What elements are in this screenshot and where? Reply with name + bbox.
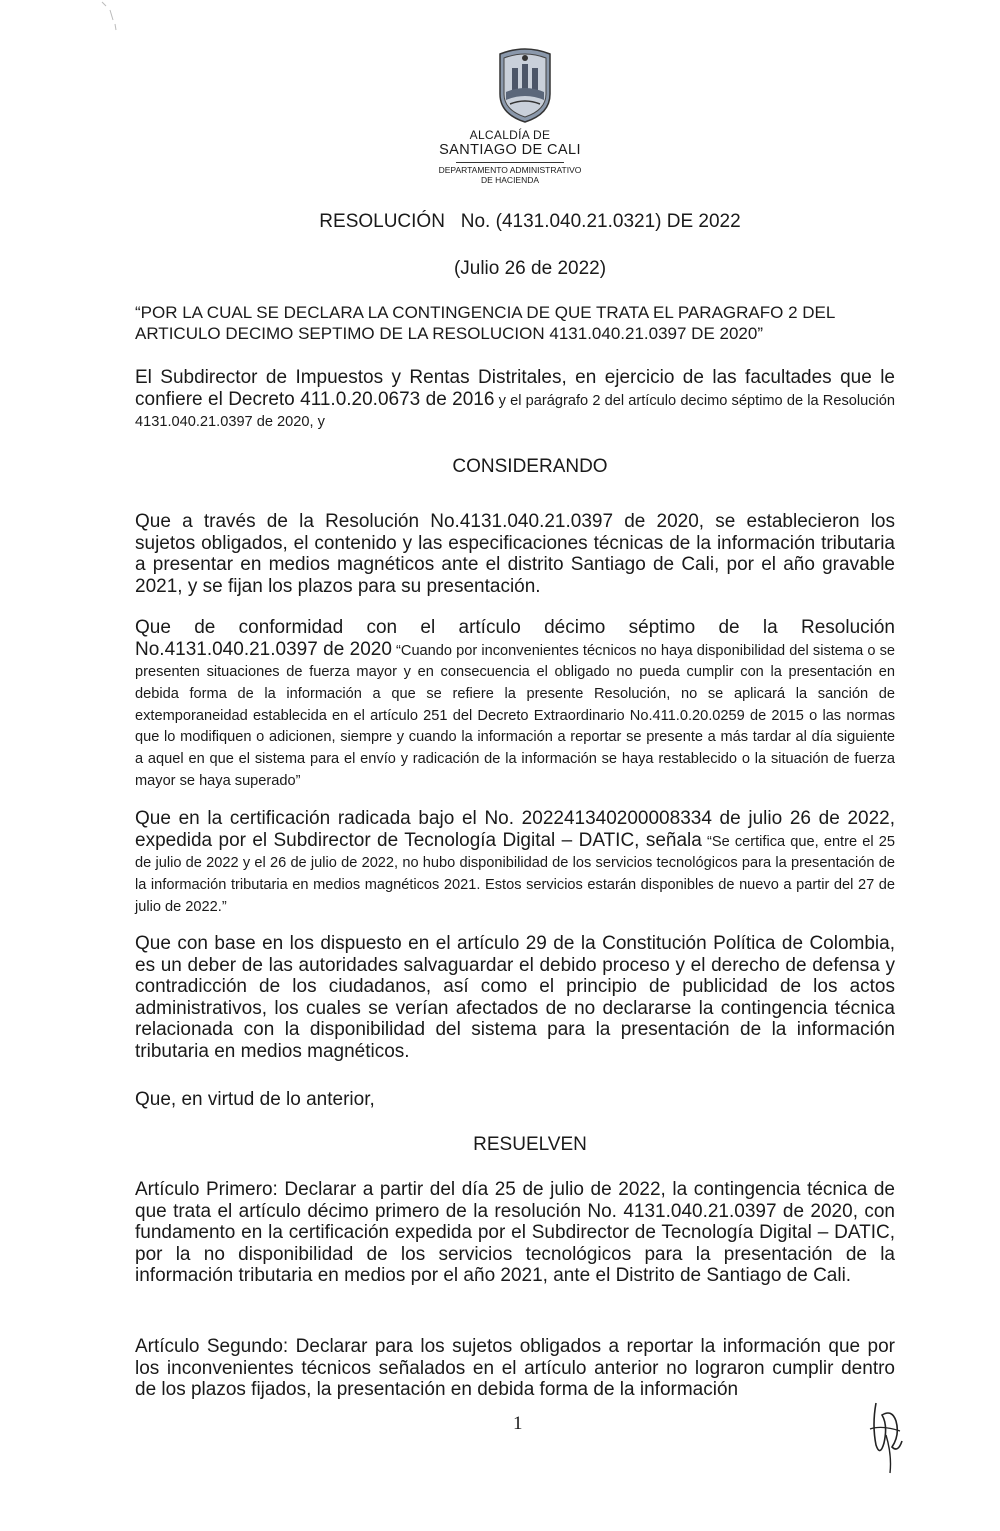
considerando-paragraph-4: Que con base en los dispuesto en el artículo 29 de la Constitución Política de Colombia, es un deber de las autoridades salvaguardar el debido proceso y el derecho de defensa y contradicción de los ciudadanos, así como el principio de publicidad de los actos administrativos, los cuales se verían afectados de no declararse la contingencia técnica relacionada con la disponibilidad del sistema para la presentación de la información tributaria en medios magnéticos. bbox=[135, 933, 895, 1062]
intro-paragraph bbox=[135, 367, 895, 432]
considerando-paragraph-1: Que a través de la Resolución No.4131.040.21.0397 de 2020, se establecieron los sujetos obligados, el contenido y las especificaciones técnicas de la información tributaria a presentar en medios magnéticos ante el distrito Santiago de Cali, por el año gravable 2021, y se fijan los plazos para su presentación. bbox=[135, 511, 895, 597]
cali-coat-of-arms-icon bbox=[494, 44, 556, 124]
header-line-department: DEPARTAMENTO ADMINISTRATIVO bbox=[438, 165, 582, 175]
article-second: Artículo Segundo: Declarar para los sujetos obligados a reportar la información que por los inconvenientes técnicos señalados en el artículo anterior no lograron cumplir dentro de los plazos fijados, la presentación en debida forma de la información bbox=[135, 1336, 895, 1400]
considerando-heading: CONSIDERANDO bbox=[452, 456, 608, 477]
resolution-title: “POR LA CUAL SE DECLARA LA CONTINGENCIA DE QUE TRATA EL PARAGRAFO 2 DEL ARTICULO DECIMO SEPTIMO DE LA RESOLUCION 4131.040.21.0397 DE 2020” bbox=[135, 303, 835, 343]
article-first: Artículo Primero: Declarar a partir del día 25 de julio de 2022, la contingencia técnica de que trata el artículo décimo primero de la resolución No. 4131.040.21.0397 de 2020, con fundamento en la certificación expedida por el Subdirector de Tecnología Digital – DATIC, por la no disponibilidad de los servicios tecnológicos para la presentación de la información tributaria en medios por el año 2021, ante el Distrito de Santiago de Cali. bbox=[135, 1179, 895, 1286]
header-line-hacienda: DE HACIENDA bbox=[480, 175, 540, 185]
considerando-paragraph-2 bbox=[135, 617, 895, 790]
header-line-city: SANTIAGO DE CALI bbox=[439, 142, 581, 158]
resuelven-heading: RESUELVEN bbox=[473, 1134, 587, 1155]
paragraph-2-quote: “Cuando por inconvenientes técnicos no haya disponibilidad del sistema o se presenten situaciones de fuerza mayor y en consecuencia el obligado no pueda cumplir con la presentación en debida forma de la información a que se refiere la presente Resolución, no se aplicará la sanción de extemporaneidad establecida en el artículo 251 del Decreto Extraordinario No.411.0.20.0259 de 2015 o las normas que lo modifiquen o adicionen, siempre y cuando la información a reportar se presente a más tardar al día siguiente a aquel en que el sistema para el envío y radicación de la información se haya restablecido o la situación de fuerza mayor se haya superado” bbox=[135, 642, 895, 789]
paragraph-2-text: Que de conformidad con el artículo décimo séptimo de la Resolución No.4131.040.21.0397 de 2020 bbox=[135, 617, 895, 660]
scan-mark bbox=[80, 0, 140, 40]
intro-text-small: y el parágrafo 2 del artículo decimo séptimo de la Resolución 4131.040.21.0397 de 2020, y bbox=[135, 392, 895, 431]
page-number: 1 bbox=[513, 1413, 523, 1434]
header-line-alcaldia: ALCALDÍA DE bbox=[469, 128, 551, 142]
resolution-number: RESOLUCIÓN No. (4131.040.21.0321) DE 2022 bbox=[319, 211, 741, 232]
paragraph-3-quote: “Se certifica que, entre el 25 de julio de 2022 y el 26 de julio de 2022, no hubo disponibilidad de los servicios tecnológicos para la presentación de la información tributaria en medios magnéticos 2021. Estos servicios estarán disponibles de nuevo a partir del 27 de julio de 2022.” bbox=[135, 833, 895, 915]
handwritten-initials-icon bbox=[862, 1395, 912, 1475]
header-divider bbox=[456, 162, 564, 163]
considerando-paragraph-3 bbox=[135, 808, 895, 916]
resolution-date: (Julio 26 de 2022) bbox=[453, 258, 607, 279]
intro-text: El Subdirector de Impuestos y Rentas Distritales, en ejercicio de las facultades que le confiere el Decreto 411.0.20.0673 de 2016 bbox=[135, 367, 895, 410]
considerando-paragraph-5: Que, en virtud de lo anterior, bbox=[135, 1089, 375, 1110]
paragraph-3-text: Que en la certificación radicada bajo el No. 202241340200008334 de julio 26 de 2022, expedida por el Subdirector de Tecnología Digital – DATIC, señala bbox=[135, 808, 895, 851]
